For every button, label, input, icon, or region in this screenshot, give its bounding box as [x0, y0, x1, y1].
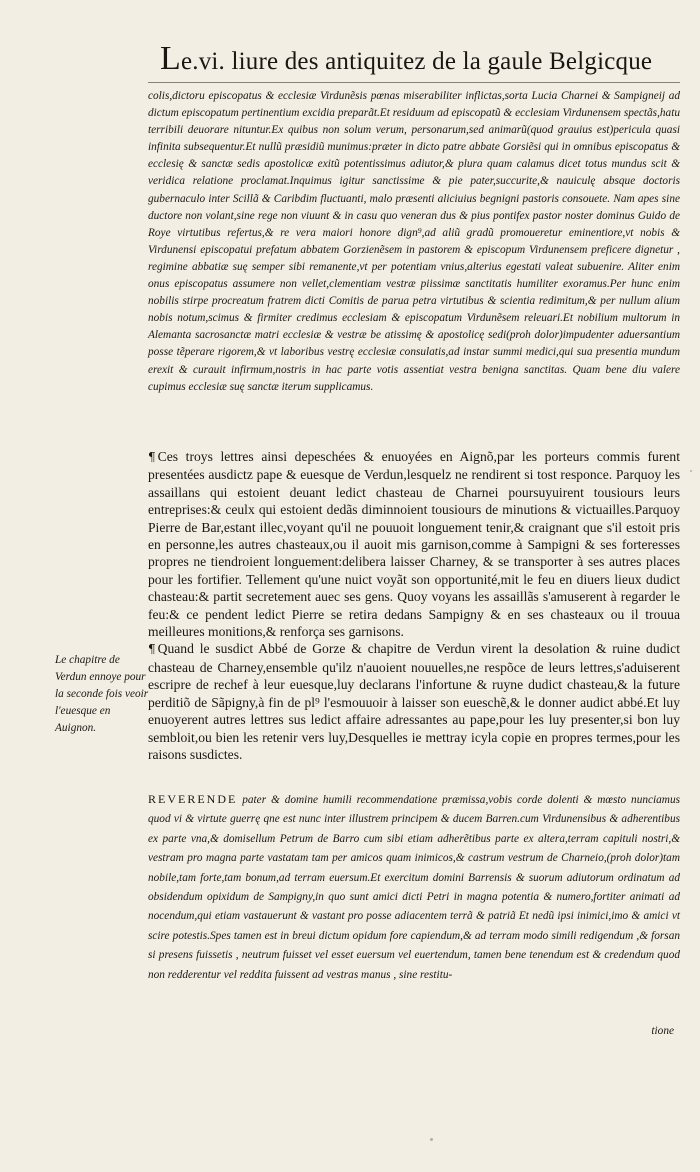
header-title: e.vi. liure des antiquitez de la gaule Belgicque [180, 48, 653, 75]
latin-letter-2-body: pater & domine humili recommendatione præmissa,vobis corde dolenti & mœsto nunciamus quod vi & virtute guerrę qne est nunc inter illustrem principem & ducem Barren.cum Virdunensibus & adherentibus ex parte vna,& domisellum Petrum de Barro cum sibi etiam adherẽtibus parte ex altera,terram capituli nostri,& vestram pro magna parte vastatam tam per amicos quam inimicos,& castrum vestrum de Charneio,(proh dolor)tam nobile,tam forte,tam bonum,ad terram euersum.Et exercitum domini Barrensis & suorum adiutorum ordinatum ad obsidendum opixidum de Sampigny,in quo sunt amici dicti Petri in magna potentia & numero,fortiter animati ad nocendum,qui etiam vastauerunt & vastant pro posse adiacentem terrã & patriã Et nedũ ipsi inimici,imo & amici vt scire potestis.Spes tamen est in breui dictum opidum fore capiendum,& ad terram modo simili redigendum ,& forsan si presens fuissetis , neutrum fuisset vel esset euersum vel euertendum, tamen bene tenendum est & credendum quod non redderentur vel reddita fuissent ad vestras manus , sine restitu- [148, 794, 680, 981]
header-rule [148, 82, 680, 83]
french-paragraph-2 [148, 640, 680, 763]
header-initial: L [160, 40, 181, 77]
french-paragraph-1 [148, 448, 680, 640]
french-paragraph-1-text: Ces troys lettres ainsi depeschées & enuoyées en Aignõ,par les porteurs commis furent presentées ausdictz pape & euesque de Verdun,lesquelz ne rendirent si tost responce. Parquoy les assaillans qui estoient deuant ledict chasteau de Charnei poursuyuirent tousiours leurs entreprises:& ceulx qui estoient dedãs diminnoient tousiours de minutions & victuailles.Parquoy Pierre de Bar,estant illec,voyant qu'il ne pouuoit longuement tenir,& craignant que s'il estoit pris en personne,les autres chasteaux,ou il auoit mis garnison,comme à Sampigni & ses forteresses propres ne tiendroient longuement:delibera laisser Charney, & se transporter à ses autres places pour les fortifier. Tellement qu'une nuict voyãt son opportunité,mit le feu en diuers lieux dudict chasteau:& partit secretement auec ses gens. Quoy voyans les assaillãs s'amuserent à regarder le feu:& ce pendent ledict Pierre se retira dedans Sampigny & en ses chasteaux ou il trouua meilleures monitions,& renforça ses garnisons. [148, 449, 680, 640]
marginal-note: Le chapitre de Verdun ennoye pour la seconde fois veoir l'euesque en Auignon. [55, 654, 149, 734]
latin-letter-2-block [148, 790, 680, 985]
running-header [160, 40, 680, 78]
french-narrative-block [148, 448, 680, 763]
latin-letter-block [148, 88, 680, 396]
latin-letter-2-text [148, 790, 680, 985]
pilcrow-mark: ¶ [148, 450, 156, 464]
latin-letter-2-opening: REVERENDE [148, 792, 238, 806]
paper-speck [690, 470, 692, 472]
latin-letter-text: colis,dictoru episcopatus & ecclesiæ Virdunẽsis pœnas miserabiliter inflictas,sorta Lucia Charnei & Sampigneij ad dictum episcopatum pertinentium excidia preparãt.Et residuum ad episcopatũ & ecclesiam Virdunensem spectãs,hatu terribili deuorare nituntur.Ex quibus non solum verum, personarum,sed animarũ(quod grauius est)pericula quasi infinita subsequentur.Et nullũ præsidiũ munimus:præter in dicto patre abbate Gorsiẽsi qui in omnibus episcopatus & ecclesię & sanctæ sedis apostolicæ exitũ potentissimus adiutor,& plura quam calamus dicet totus mundus scit & veridica relatione proclamat.Inquimus igitur sanctissime & pie pater,succurite,& nauiculę absque doctoris gubernaculo inter Scillã & Caribdim fluctuanti, malo præsenti aliciuius begnigni pastoris consouete. Nam apes sine ductore non volant,sine rege non viuunt & in casu quo veneran dus & pius pontifex pastor noster dominus Guido de Roye virtutibus refertus,& re vera maiori honore dign⁹,ad aliũ gradũ promoueretur eminentiore,vt nobis & Virdunensi episcopatui prefatum abbatem Gorzienẽsem in pastorem & episcopum Virdunensem preficere dignetur , regimine abbatiæ suę semper sibi remanente,vt per potentiam vnius,alterius egestati valeat subuenire. Aliter enim onus episcopatus assumere non vellet,clementiam vestræ piissimæ sanctitatis humiliter exoramus.Per hunc enim nobilis stirpe procreatum fratrem dicti Comitis de parua petra virtutibus & scientia redimitum,& per nullum alium nobis notum,scimus & firmiter credimus ecclesiam & episcopatum Virdunẽsem releuari.Et nobilium multorum in Alemanta sacrosanctæ matri ecclesiæ & vestræ be atissimę & apostolicę sedi(proh dolor)impudenter aduersantium posse tẽperare rigorem,& vt laboribus vestrę ecclesiæ consulatis,ad instar summi medici,qui sua presentia mundum erexit & curauit infirmum,nostris in hac parte votis assentiat vestra benigna sanctitas. Quam bene diu valere cupimus ecclesiæ suę sanctæ iterum supplicamus. [148, 90, 680, 393]
catchword: tione [651, 1025, 674, 1037]
paper-speck [430, 1138, 433, 1141]
pilcrow-mark: ¶ [148, 642, 156, 657]
french-paragraph-2-text: Quand le susdict Abbé de Gorze & chapitre de Verdun virent la desolation & ruine dudict chasteau de Charney,ensemble qu'ilz n'auoient nouuelles,ne respõce de leurs lettres,s'aduiserent escripre de rechef à leur euesque,luy declarans l'infortune & ruyne dudict chasteau,& la future perditiõ de Sãpigny,à fin de pl⁹ l'esmouuoir à laisser son eueschẽ,& le donner audict abbé.Et luy enuoyerent autres lettres sus ledict affaire adressantes au pape,pour les luy presenter,si bon luy sembloit,ou bien les retenir vers luy,Desquelles ie mettray icyla copie en propres termes,pour les raisons susdictes. [148, 641, 680, 762]
